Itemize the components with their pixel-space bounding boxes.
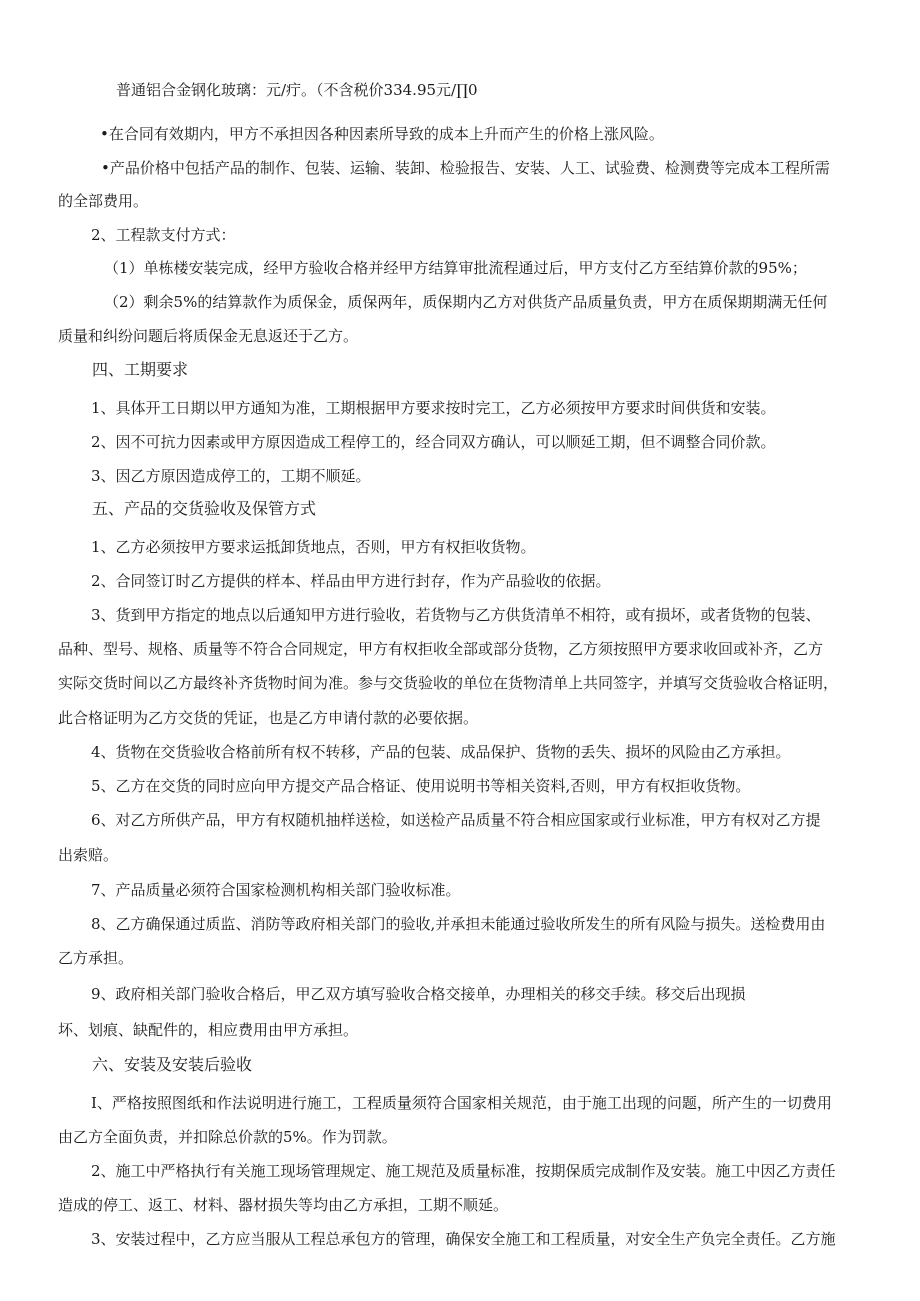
- paragraph-line: 由乙方全面负责，并扣除总价款的5%。作为罚款。: [58, 1128, 397, 1146]
- section-heading: 五、产品的交货验收及保管方式: [92, 499, 317, 518]
- paragraph-line: 2、工程款支付方式：: [91, 226, 236, 244]
- paragraph-line: 质量和纠纷问题后将质保金无息返还于乙方。: [58, 327, 359, 345]
- paragraph-line: •产品价格中包括产品的制作、包装、运输、装卸、检验报告、安装、人工、试验费、检测费等完成本工程所需: [101, 159, 830, 177]
- paragraph-line: 3、因乙方原因造成停工的，工期不顺延。: [91, 467, 371, 485]
- paragraph-line: 造成的停工、返工、材料、器材损失等均由乙方承担，工期不顺延。: [58, 1196, 509, 1214]
- paragraph-line: 3、安装过程中，乙方应当服从工程总承包方的管理，确保安全施工和工程质量，对安全生产负完全责任。乙方施: [91, 1230, 836, 1248]
- paragraph-line: 9、政府相关部门验收合格后，甲乙双方填写验收合格交接单，办理相关的移交手续。移交后出现损: [91, 985, 746, 1003]
- paragraph-line: （2）剩余5%的结算款作为质保金，质保两年，质保期内乙方对供货产品质量负责，甲方在质保期期满无任何: [104, 293, 828, 311]
- paragraph-line: 1、具体开工日期以甲方通知为准，工期根据甲方要求按时完工，乙方必须按甲方要求时间供货和安装。: [91, 399, 776, 417]
- paragraph-line: 8、乙方确保通过质监、消防等政府相关部门的验收,并承担未能通过验收所发生的所有风险与损失。送检费用由: [91, 915, 826, 933]
- paragraph-line: 品种、型号、规格、质量等不符合合同规定，甲方有权拒收全部或部分货物，乙方须按照甲方要求收回或补齐，乙方: [58, 640, 824, 658]
- paragraph-line: 5、乙方在交货的同时应向甲方提交产品合格证、使用说明书等相关资料,否则，甲方有权拒收货物。: [91, 777, 751, 795]
- paragraph-line: 2、施工中严格执行有关施工现场管理规定、施工规范及质量标准，按期保质完成制作及安装。施工中因乙方责任: [91, 1162, 836, 1180]
- paragraph-line: 3、货到甲方指定的地点以后通知甲方进行验收，若货物与乙方供货清单不相符，或有损坏，或者货物的包装、: [91, 606, 821, 624]
- price-line: 普通铝合金钢化玻璃：元/疔。（不含税价334.95元/∏0: [116, 81, 478, 99]
- paragraph-line: 1、乙方必须按甲方要求运抵卸货地点，否则，甲方有权拒收货物。: [91, 538, 536, 556]
- paragraph-line: 6、对乙方所供产品，甲方有权随机抽样送检，如送检产品质量不符合相应国家或行业标准，甲方有权对乙方提: [91, 811, 821, 829]
- paragraph-line: 2、合同签订时乙方提供的样本、样品由甲方进行封存，作为产品验收的依据。: [91, 572, 611, 590]
- paragraph-line: （1）单栋楼安装完成，经甲方验收合格并经甲方结算审批流程通过后，甲方支付乙方至结算价款的95%；: [104, 259, 807, 277]
- paragraph-line: 乙方承担。: [58, 949, 134, 967]
- paragraph-line: 实际交货时间以乙方最终补齐货物时间为准。参与交货验收的单位在货物清单上共同签字，并填写交货验收合格证明，: [58, 674, 839, 692]
- paragraph-line: 坏、划痕、缺配件的，相应费用由甲方承担。: [58, 1021, 359, 1039]
- paragraph-line: •在合同有效期内，甲方不承担因各种因素所导致的成本上升而产生的价格上涨风险。: [100, 125, 664, 143]
- paragraph-line: 的全部费用。: [58, 192, 149, 210]
- section-heading: 四、工期要求: [92, 360, 189, 379]
- paragraph-line: 4、货物在交货验收合格前所有权不转移，产品的包装、成品保护、货物的丢失、损坏的风险由乙方承担。: [91, 743, 791, 761]
- paragraph-line: 2、因不可抗力因素或甲方原因造成工程停工的，经合同双方确认，可以顺延工期，但不调整合同价款。: [91, 433, 776, 451]
- paragraph-line: 出索赔。: [58, 846, 119, 864]
- paragraph-line: 此合格证明为乙方交货的凭证，也是乙方申请付款的必要依据。: [58, 709, 479, 727]
- paragraph-line: I、严格按照图纸和作法说明进行施工，工程质量须符合国家相关规范，由于施工出现的问题，所产生的一切费用: [91, 1094, 832, 1112]
- section-heading: 六、安装及安装后验收: [92, 1055, 253, 1074]
- paragraph-line: 7、产品质量必须符合国家检测机构相关部门验收标准。: [91, 881, 461, 899]
